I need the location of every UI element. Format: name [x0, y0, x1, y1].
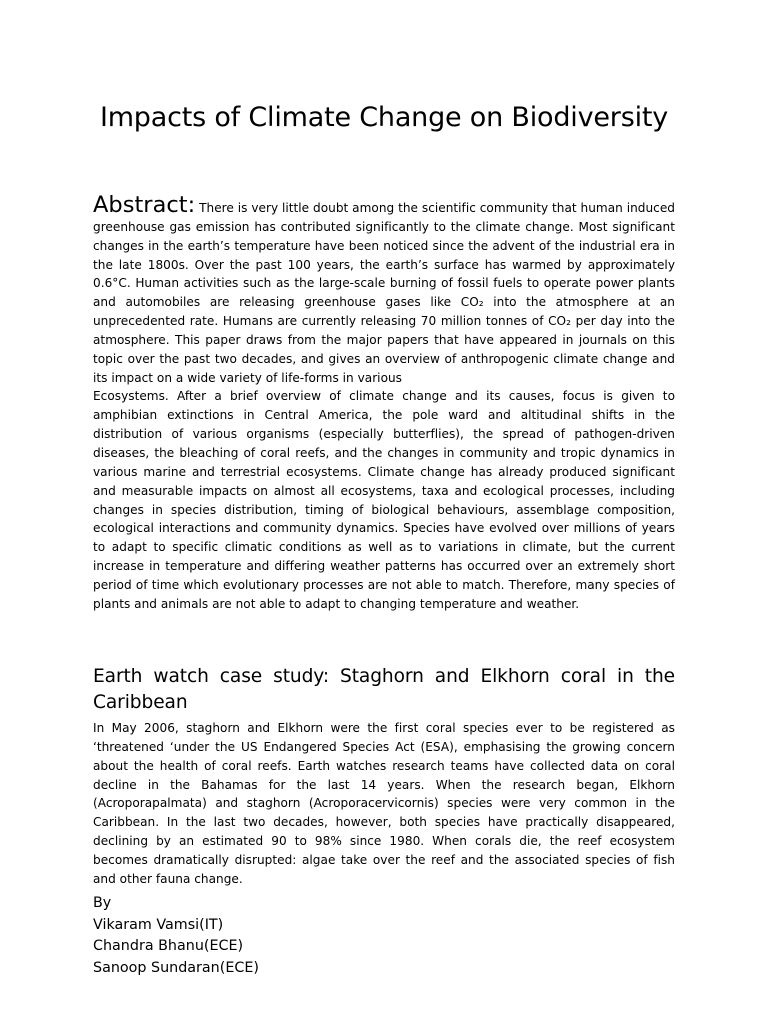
abstract-paragraph	[93, 192, 675, 614]
author-name: Chandra Bhanu(ECE)	[93, 938, 244, 955]
author-name: Vikaram Vamsi(IT)	[93, 916, 224, 933]
case-study-body: In May 2006, staghorn and Elkhorn were the first coral species ever to be registered as ‘threatened ‘under the US Endangered Species Act (ESA), emphasising the growing concern about the health of coral reefs. Earth watches research teams have collected data on coral decline in the Bahamas for the last 14 years. When the research began, Elkhorn (Acroporapalmata) and staghorn (Acroporacervicornis) species were very common in the Caribbean. In the last two decades, however, both species have practically disappeared, declining by an estimated 90 to 98% since 1980. When corals die, the reef ecosystem becomes dramatically disrupted: algae take over the reef and the associated species of fish and other fauna change.	[93, 721, 675, 886]
abstract-label: Abstract:	[93, 192, 196, 218]
author-name: Sanoop Sundaran(ECE)	[93, 959, 259, 976]
abstract-text-part-2: Ecosystems. After a brief overview of climate change and its causes, focus is given to amphibian extinctions in Central America, the pole ward and altitudinal shifts in the distribution of various organisms (especially butterflies), the spread of pathogen-driven diseases, the bleaching of coral reefs, and the changes in community and tropic dynamics in various marine and terrestrial ecosystems. Climate change has already produced significant and measurable impacts on almost all ecosystems, taxa and ecological processes, including changes in species distribution, timing of biological behaviours, assemblage composition, ecological interactions and community dynamics. Species have evolved over millions of years to adapt to specific climatic conditions as well as to variations in climate, but the current increase in temperature and differing weather patterns has occurred over an extremely short period of time which evolutionary processes are not able to match. Therefore, many species of plants and animals are not able to adapt to changing temperature and weather.	[93, 389, 675, 611]
byline-by: By	[93, 895, 112, 911]
byline	[93, 893, 259, 979]
abstract-text-part-1: There is very little doubt among the scientific community that human induced greenhouse gas emission has contributed significantly to the climate change. Most significant changes in the earth’s temperature have been noticed since the advent of the industrial era in the late 1800s. Over the past 100 years, the earth’s surface has warmed by approximately 0.6°C. Human activities such as the large-scale burning of fossil fuels to operate power plants and automobiles are releasing greenhouse gases like CO₂ into the atmosphere at an unprecedented rate. Humans are currently releasing 70 million tonnes of CO₂ per day into the atmosphere. This paper draws from the major papers that have appeared in journals on this topic over the past two decades, and gives an overview of anthropogenic climate change and its impact on a wide variety of life-forms in various	[93, 201, 675, 385]
case-study-heading: Earth watch case study: Staghorn and Elkhorn coral in the Caribbean	[93, 666, 675, 713]
document-title: Impacts of Climate Change on Biodiversity	[99, 102, 669, 133]
